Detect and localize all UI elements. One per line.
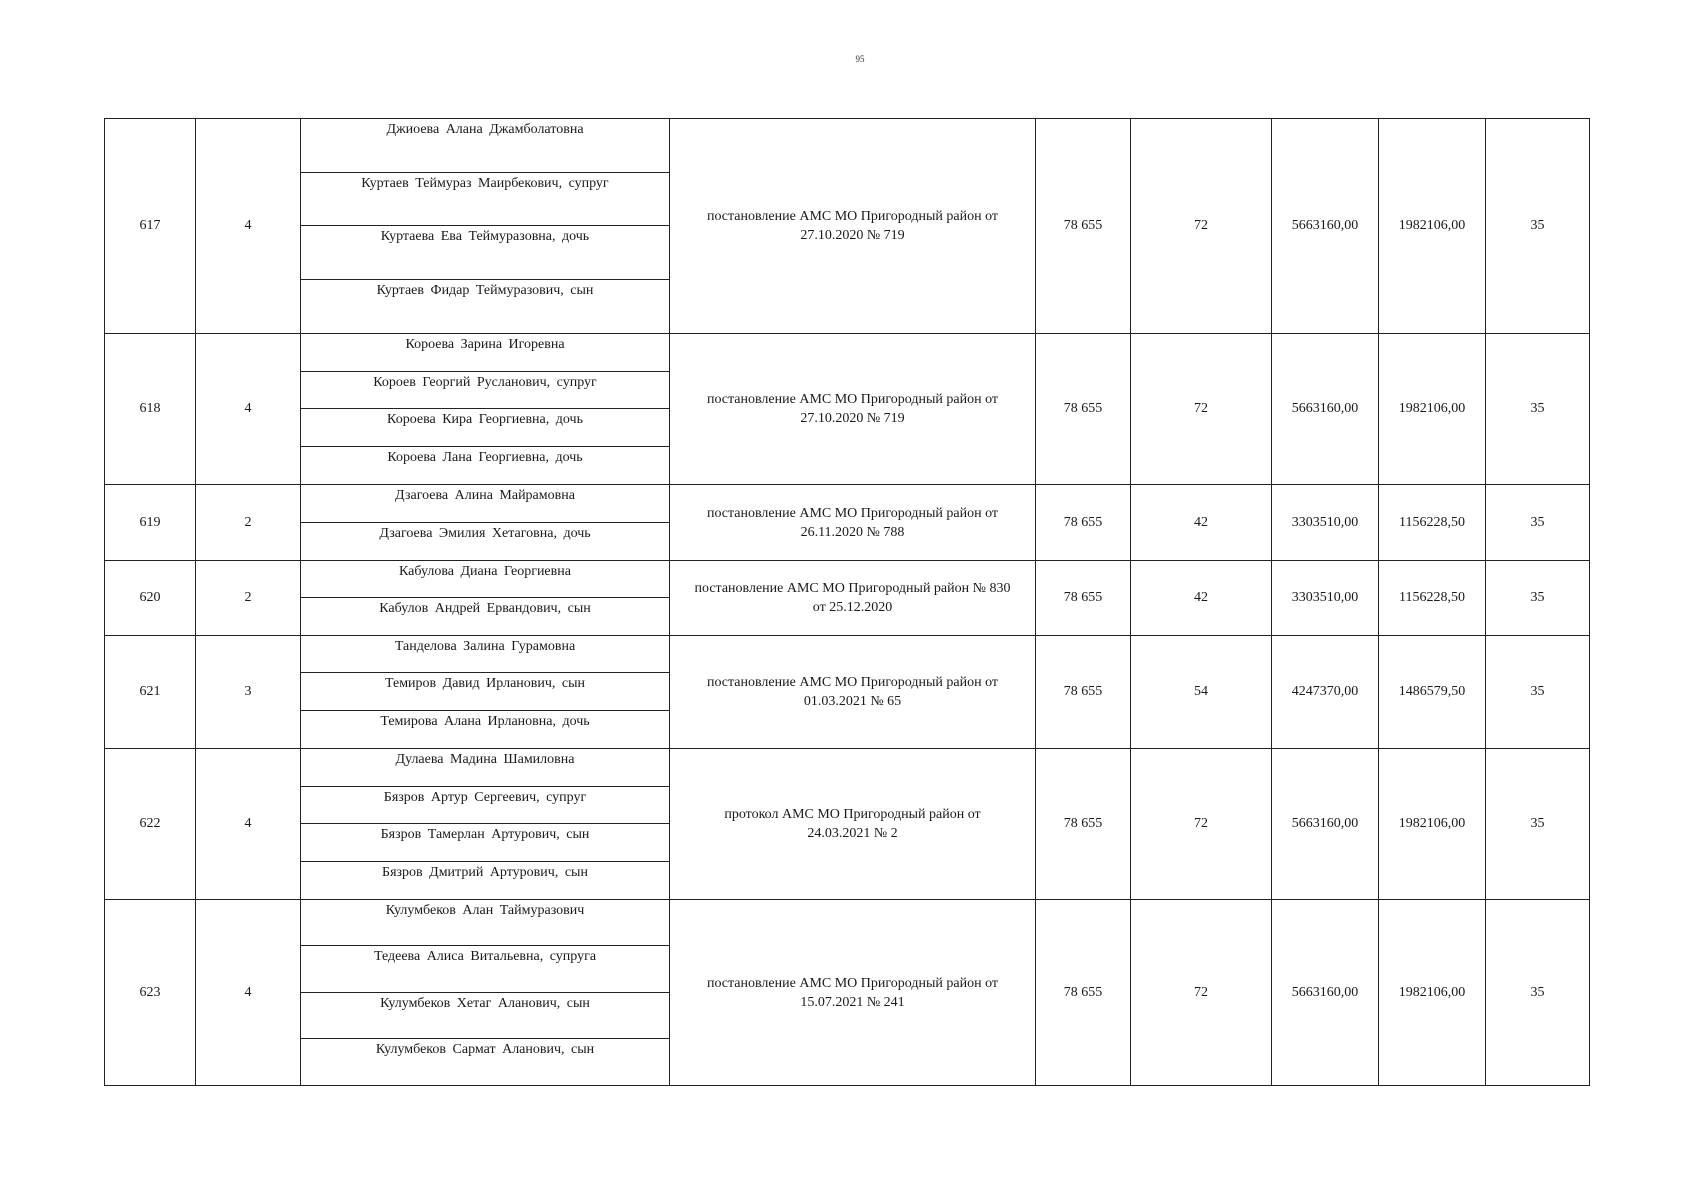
percent: 35 [1486, 485, 1590, 561]
family-member: Дзагоева Алина Майрамовна [301, 485, 669, 523]
subsidy-share: 1982106,00 [1379, 900, 1486, 1086]
row-number: 621 [105, 636, 196, 749]
total-sum: 5663160,00 [1272, 749, 1379, 900]
row-number: 623 [105, 900, 196, 1086]
housing-area: 42 [1131, 485, 1272, 561]
family-member: Короева Зарина Игоревна [301, 334, 669, 372]
total-sum: 4247370,00 [1272, 636, 1379, 749]
decision-document-date: 27.10.2020 № 719 [800, 228, 905, 243]
decision-document [670, 485, 1036, 561]
decision-document [670, 334, 1036, 485]
percent: 35 [1486, 749, 1590, 900]
family-member: Кулумбеков Сармат Аланович, сын [375, 1041, 595, 1057]
family-member: Темирова Алана Ирлановна, дочь [380, 713, 590, 729]
housing-area: 42 [1131, 561, 1272, 636]
norm-cost: 78 655 [1036, 485, 1131, 561]
family-member: Кулумбеков Алан Таймуразович [301, 900, 669, 946]
family-member: Короев Георгий Русланович, супруг [301, 372, 669, 410]
norm-cost: 78 655 [1036, 900, 1131, 1086]
decision-document-line: постановление АМС МО Пригородный район от [706, 675, 999, 690]
subsidy-share: 1156228,50 [1379, 561, 1486, 636]
decision-document [670, 561, 1036, 636]
family-member: Куртаева Ева Теймуразовна, дочь [301, 226, 669, 280]
table-row [105, 334, 1590, 485]
table-row [105, 636, 1590, 749]
total-sum: 3303510,00 [1272, 485, 1379, 561]
family-size: 4 [196, 334, 301, 485]
row-number: 618 [105, 334, 196, 485]
percent: 35 [1486, 561, 1590, 636]
family-member: Тедеева Алиса Витальевна, супруга [301, 946, 669, 992]
total-sum: 5663160,00 [1272, 334, 1379, 485]
decision-document-date: от 25.12.2020 [812, 600, 893, 615]
family-member: Джиоева Алана Джамболатовна [301, 119, 669, 173]
table-row [105, 900, 1590, 1086]
housing-area: 72 [1131, 119, 1272, 334]
family-member: Дулаева Мадина Шамиловна [301, 749, 669, 787]
housing-area: 72 [1131, 900, 1272, 1086]
decision-document [670, 636, 1036, 749]
family-members-cell [301, 636, 670, 749]
row-number: 617 [105, 119, 196, 334]
family-member: Дзагоева Эмилия Хетаговна, дочь [379, 525, 591, 541]
registry-table [104, 118, 1590, 1086]
decision-document-line: протокол АМС МО Пригородный район от [724, 807, 981, 822]
subsidy-share: 1982106,00 [1379, 119, 1486, 334]
table-row [105, 119, 1590, 334]
norm-cost: 78 655 [1036, 334, 1131, 485]
decision-document [670, 749, 1036, 900]
decision-document-line: постановление АМС МО Пригородный район от [706, 505, 999, 521]
subsidy-share: 1982106,00 [1379, 749, 1486, 900]
family-members-cell [301, 334, 670, 485]
family-members-cell [301, 900, 670, 1086]
family-member: Бязров Артур Сергеевич, супруг [301, 787, 669, 825]
percent: 35 [1486, 900, 1590, 1086]
family-member: Кабулов Андрей Ервандович, сын [379, 601, 591, 616]
table-row [105, 749, 1590, 900]
family-size: 3 [196, 636, 301, 749]
housing-area: 72 [1131, 334, 1272, 485]
housing-area: 54 [1131, 636, 1272, 749]
total-sum: 3303510,00 [1272, 561, 1379, 636]
family-members-cell [301, 749, 670, 900]
decision-document-line: постановление АМС МО Пригородный район от [706, 209, 999, 224]
subsidy-share: 1486579,50 [1379, 636, 1486, 749]
family-member: Кабулова Диана Георгиевна [301, 561, 669, 598]
page-number: 95 [855, 54, 865, 64]
norm-cost: 78 655 [1036, 561, 1131, 636]
row-number: 622 [105, 749, 196, 900]
table-row [105, 561, 1590, 636]
family-member: Куртаев Фидар Теймуразович, сын [376, 282, 594, 298]
decision-document-line: постановление АМС МО Пригородный район от [706, 392, 999, 407]
family-size: 2 [196, 561, 301, 636]
norm-cost: 78 655 [1036, 119, 1131, 334]
percent: 35 [1486, 119, 1590, 334]
family-member: Танделова Залина Гурамовна [301, 636, 669, 673]
family-member: Короева Лана Георгиевна, дочь [387, 449, 583, 465]
total-sum: 5663160,00 [1272, 900, 1379, 1086]
family-member: Кулумбеков Хетаг Аланович, сын [301, 993, 669, 1039]
row-number: 619 [105, 485, 196, 561]
family-size: 2 [196, 485, 301, 561]
decision-document-date: 15.07.2021 № 241 [800, 994, 905, 1010]
decision-document-date: 24.03.2021 № 2 [807, 826, 898, 841]
family-member: Короева Кира Георгиевна, дочь [301, 409, 669, 447]
decision-document-date: 01.03.2021 № 65 [803, 694, 902, 709]
family-member: Темиров Давид Ирланович, сын [301, 673, 669, 710]
decision-document [670, 119, 1036, 334]
family-members-cell [301, 119, 670, 334]
family-members-cell [301, 561, 670, 636]
percent: 35 [1486, 334, 1590, 485]
row-number: 620 [105, 561, 196, 636]
family-member: Бязров Дмитрий Артурович, сын [382, 864, 588, 880]
family-member: Бязров Тамерлан Артурович, сын [301, 824, 669, 862]
norm-cost: 78 655 [1036, 749, 1131, 900]
decision-document-line: постановление АМС МО Пригородный район от [706, 975, 999, 991]
decision-document-line: постановление АМС МО Пригородный район № 830 [694, 581, 1011, 596]
family-size: 4 [196, 900, 301, 1086]
family-size: 4 [196, 749, 301, 900]
percent: 35 [1486, 636, 1590, 749]
norm-cost: 78 655 [1036, 636, 1131, 749]
subsidy-share: 1156228,50 [1379, 485, 1486, 561]
family-members-cell [301, 485, 670, 561]
decision-document-date: 26.11.2020 № 788 [800, 524, 905, 540]
family-member: Куртаев Теймураз Маирбекович, супруг [301, 173, 669, 227]
table-row [105, 485, 1590, 561]
subsidy-share: 1982106,00 [1379, 334, 1486, 485]
total-sum: 5663160,00 [1272, 119, 1379, 334]
housing-area: 72 [1131, 749, 1272, 900]
family-size: 4 [196, 119, 301, 334]
decision-document-date: 27.10.2020 № 719 [800, 411, 905, 426]
decision-document [670, 900, 1036, 1086]
